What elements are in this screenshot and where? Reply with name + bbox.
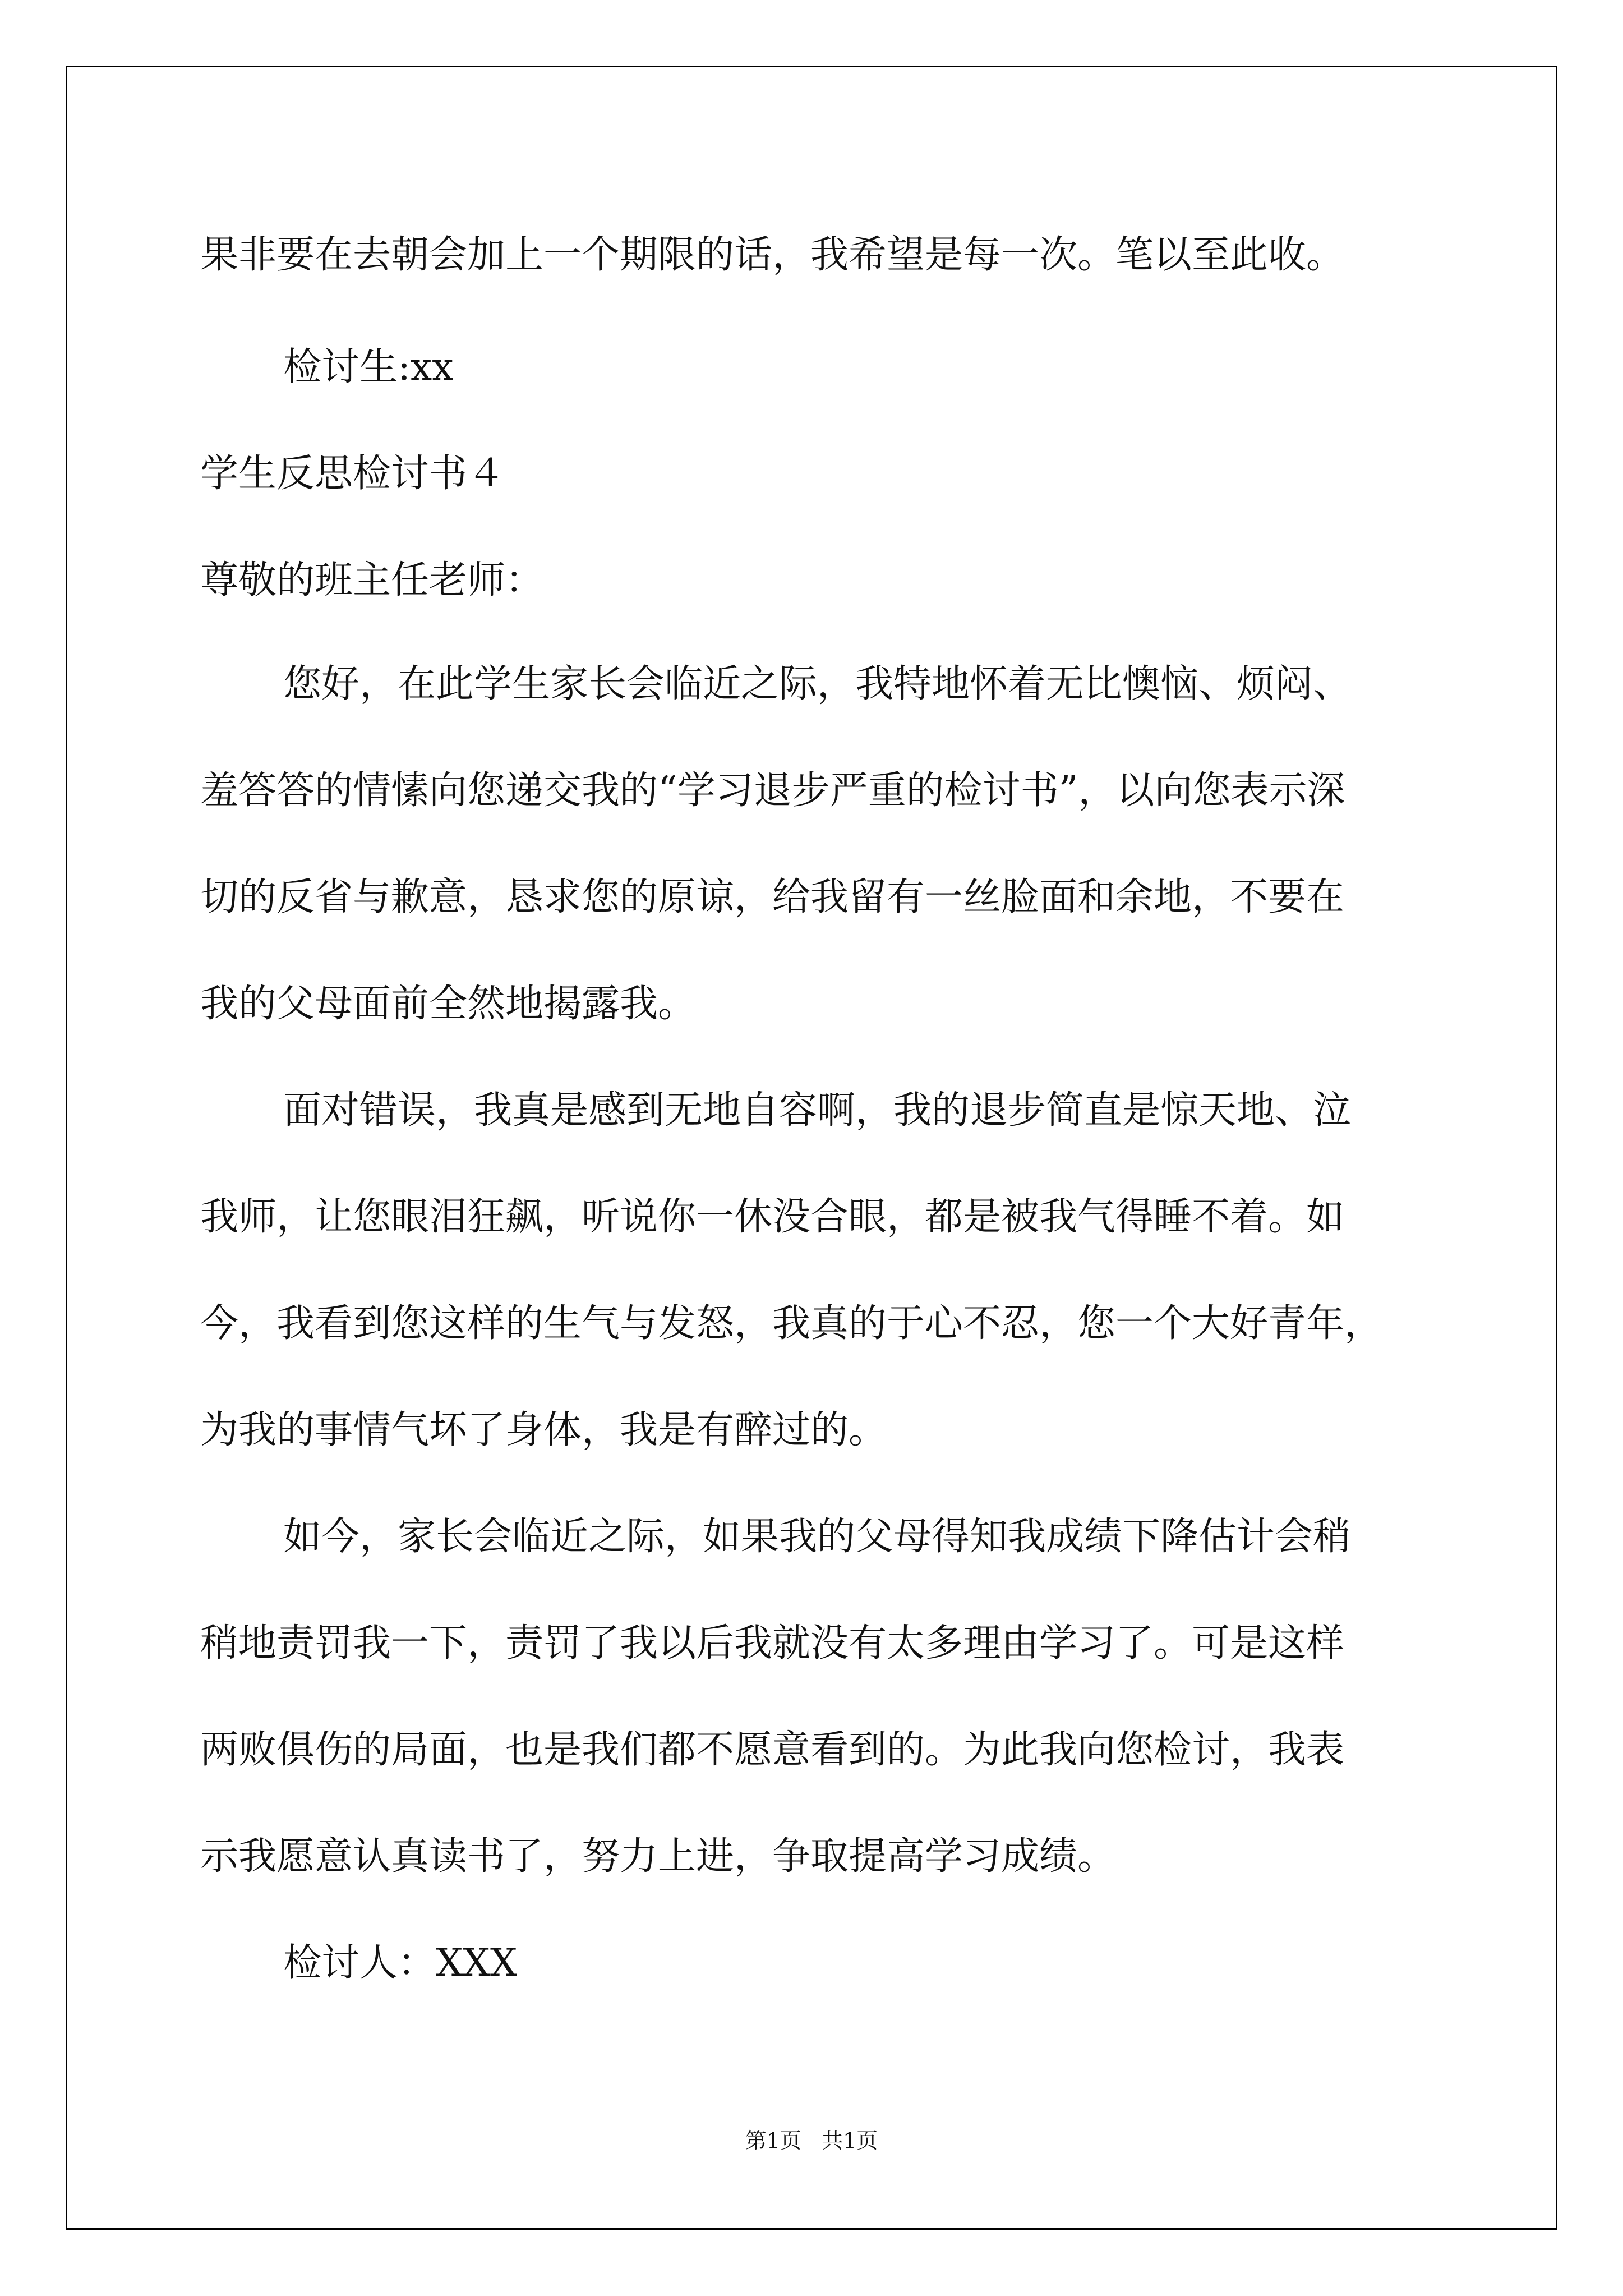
paragraph-line: 羞答答的情愫向您递交我的“学习退步严重的检讨书”，以向您表示深: [200, 769, 1345, 813]
paragraph-line: 今，我看到您这样的生气与发怒，我真的于心不忍，您一个大好青年，: [200, 1301, 1383, 1346]
paragraph-line: 面对错误，我真是感到无地自容啊，我的退步简直是惊天地、泣: [283, 1088, 1352, 1133]
paragraph-line: 为我的事情气坏了身体，我是有醉过的。: [200, 1408, 887, 1452]
body-line: 果非要在去朝会加上一个期限的话，我希望是每一次。笔以至此收。: [200, 233, 1345, 277]
salutation: 尊敬的班主任老师：: [200, 558, 544, 602]
paragraph-line: 两败俱伤的局面，也是我们都不愿意看到的。为此我向您检讨，我表: [200, 1728, 1345, 1772]
paragraph-line: 示我愿意认真读书了，努力上进，争取提高学习成绩。: [200, 1834, 1116, 1879]
paragraph-line: 切的反省与歉意，恳求您的原谅，给我留有一丝脸面和余地，不要在: [200, 875, 1345, 919]
paragraph-line: 稍地责罚我一下，责罚了我以后我就没有太多理由学习了。可是这样: [200, 1621, 1345, 1665]
paragraph-line: 我的父母面前全然地揭露我。: [200, 982, 697, 1026]
section-title: 学生反思检讨书４: [200, 452, 506, 496]
paragraph-line: 您好，在此学生家长会临近之际，我特地怀着无比懊恼、烦闷、: [283, 662, 1352, 706]
page-number-footer: 第1页 共1页: [745, 2128, 878, 2153]
signature-line: 检讨生:xx: [283, 345, 454, 389]
paragraph-line: 我师，让您眼泪狂飙，听说你一休没合眼，都是被我气得睡不着。如: [200, 1195, 1345, 1239]
paragraph-line: 如今，家长会临近之际，如果我的父母得知我成绩下降估计会稍: [283, 1515, 1352, 1559]
signature-line: 检讨人：XXX: [283, 1941, 518, 1985]
